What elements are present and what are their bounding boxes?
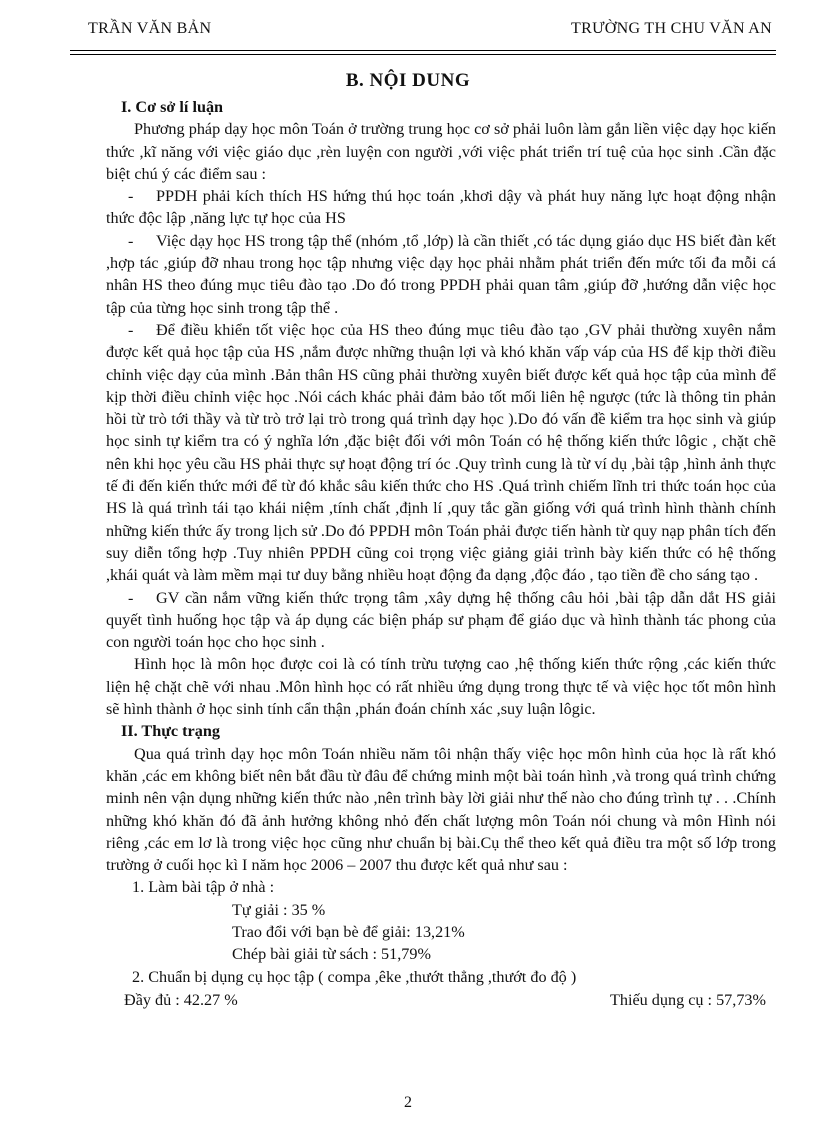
section-heading-theory: I. Cơ sở lí luận <box>121 98 224 116</box>
page-number: 2 <box>404 1094 412 1111</box>
bullet-item <box>106 587 776 654</box>
dash-marker: - <box>128 320 134 339</box>
bullet-text: Việc dạy học HS trong tập thể (nhóm ,tổ ,lớp) là cần thiết ,có tác dụng giáo dục HS biết đàn kết ,hợp tác ,giúp đỡ nhau trong học tập nhưng việc dạy học phải nhằm phát triển đến mức tối đa mỗi cá nhân HS theo đúng mục tiêu đào tạo .Do đó trong PPDH phải quan tâm ,giúp đỡ ,hướng dẫn việc học tập của từng học sinh trong tập thể . <box>106 231 776 317</box>
dash-marker: - <box>128 187 134 206</box>
bullet-text: PPDH phải kích thích HS hứng thú học toán ,khơi dậy và phát huy năng lực hoạt động nhận thức độc lập ,năng lực tự học của HS <box>106 187 776 228</box>
dash-marker: - <box>128 231 134 250</box>
paragraph-status-intro: Qua quá trình dạy học môn Toán nhiều năm tôi nhận thấy việc học môn hình của học là rất khó khăn ,các em không biết nên bắt đầu từ đâu để chứng minh một bài toán hình ,và trong quá trình chứng minh nên vận dụng những kiến thức nào ,nên trình bày lời giải như thế nào cho đúng trình tự . . .Chính những khó khăn đó đã ảnh hưởng không nhỏ đến chất lượng môn Toán nói chung và môn Hình nói riêng ,các em lơ là trong việc học cũng như chuẩn bị bài.Cụ thể theo kết quả điều tra một số lớp trong trường ở cuối học kì I năm học 2006 – 2007 thu được kết quả như sau : <box>106 744 776 875</box>
stat-tools-lacking: Thiếu dụng cụ : 57,73% <box>609 990 766 1009</box>
survey-item-homework: 1. Làm bài tập ở nhà : <box>132 878 275 897</box>
page-title: B. NỘI DUNG <box>345 70 471 91</box>
stat-discuss-friends: Trao đổi với bạn bè để giải: 13,21% <box>232 922 465 941</box>
section-heading-status: II. Thực trạng <box>121 722 220 741</box>
header-author: TRẦN VĂN BẢN <box>88 20 212 37</box>
paragraph-theory-intro: Phương pháp dạy học môn Toán ở trường trung học cơ sở phải luôn làm gắn liền việc dạy học kiến thức ,kĩ năng với việc giáo dục ,rèn luyện con người ,với việc phát triển trí tuệ của học sinh .Cần đặc biệt chú ý các điểm sau : <box>106 120 776 183</box>
dash-marker: - <box>128 588 134 607</box>
document-body <box>106 96 776 1011</box>
tools-stats-row <box>106 989 776 1011</box>
bullet-text: Để điều khiển tốt việc học của HS theo đúng mục tiêu đào tạo ,GV phải thường xuyên nắm được kết quả học tập của HS ,nắm được những thuận lợi và khó khăn vấp váp của HS để kịp thời điều chỉnh việc dạy của mình .Bản thân HS cũng phải thường xuyên biết được kết quả học tập của mình để kịp thời điều chỉnh việc học .Nói cách khác phải đảm bảo tốt mối liên hệ ngược (tức là thông tin phản hồi từ trò tới thầy và từ trò trở lại trò trong quá trình dạy học ).Do đó vấn đề kiểm tra học sinh và giúp học sinh tự kiểm tra có ý nghĩa lớn ,đặc biệt đối với môn Toán có hệ thống kiến thức lôgic , chặt chẽ nên khi học yêu cầu HS phải thực sự hoạt động trí óc .Quy trình cung là từ ví dụ ,bài tập ,hình ảnh thực tế đi đến kiến thức mới để từ đó khắc sâu kiến thức cho HS .Quá trình chiếm lĩnh tri thức toán học của HS là quá trình tái tạo khái niệm ,tính chất ,định lí ,quy tắc gần giống với quá trình hình thành chính những kiến thức ấy trong lịch sử .Do đó PPDH môn Toán phải được tiến hành từ quy nạp phân tích đến suy diễn tổng hợp .Tuy nhiên PPDH cũng coi trọng việc giảng giải trình bày kiến thức có hệ thống ,khái quát và làm mềm mại tư duy bằng nhiều hoạt động đa dạng ,độc đáo , tạo tiền đề cho sáng tạo . <box>106 320 776 585</box>
header-school: TRƯỜNG TH CHU VĂN AN <box>571 20 772 37</box>
stat-copy-book: Chép bài giải từ sách : 51,79% <box>232 945 431 964</box>
header-divider <box>70 50 776 55</box>
bullet-item <box>106 185 776 230</box>
survey-item-tools: 2. Chuẩn bị dụng cụ học tập ( compa ,êke ,thướt thẳng ,thướt đo độ ) <box>132 967 577 986</box>
stat-self-solve: Tự giải : 35 % <box>232 900 326 919</box>
bullet-item <box>106 319 776 587</box>
stat-tools-full: Đầy đủ : 42.27 % <box>124 990 238 1009</box>
bullet-item <box>106 230 776 319</box>
paragraph-geometry: Hình học là môn học được coi là có tính trừu tượng cao ,hệ thống kiến thức rộng ,các kiến thức liện hệ chặt chẽ với nhau .Môn hình học có rất nhiều ứng dụng trong thực tế và việc học tốt môn hình sẽ hình thành ở học sinh tính cẩn thận ,phán đoán chính xác ,suy luận lôgic. <box>106 655 776 719</box>
bullet-text: GV cần nắm vững kiến thức trọng tâm ,xây dựng hệ thống câu hỏi ,bài tập dẫn dắt HS giải quyết tình huống học tập và áp dụng các biện pháp sư phạm để giáo dục và hình thành tác phong của con người toán học cho học sinh . <box>106 588 776 652</box>
